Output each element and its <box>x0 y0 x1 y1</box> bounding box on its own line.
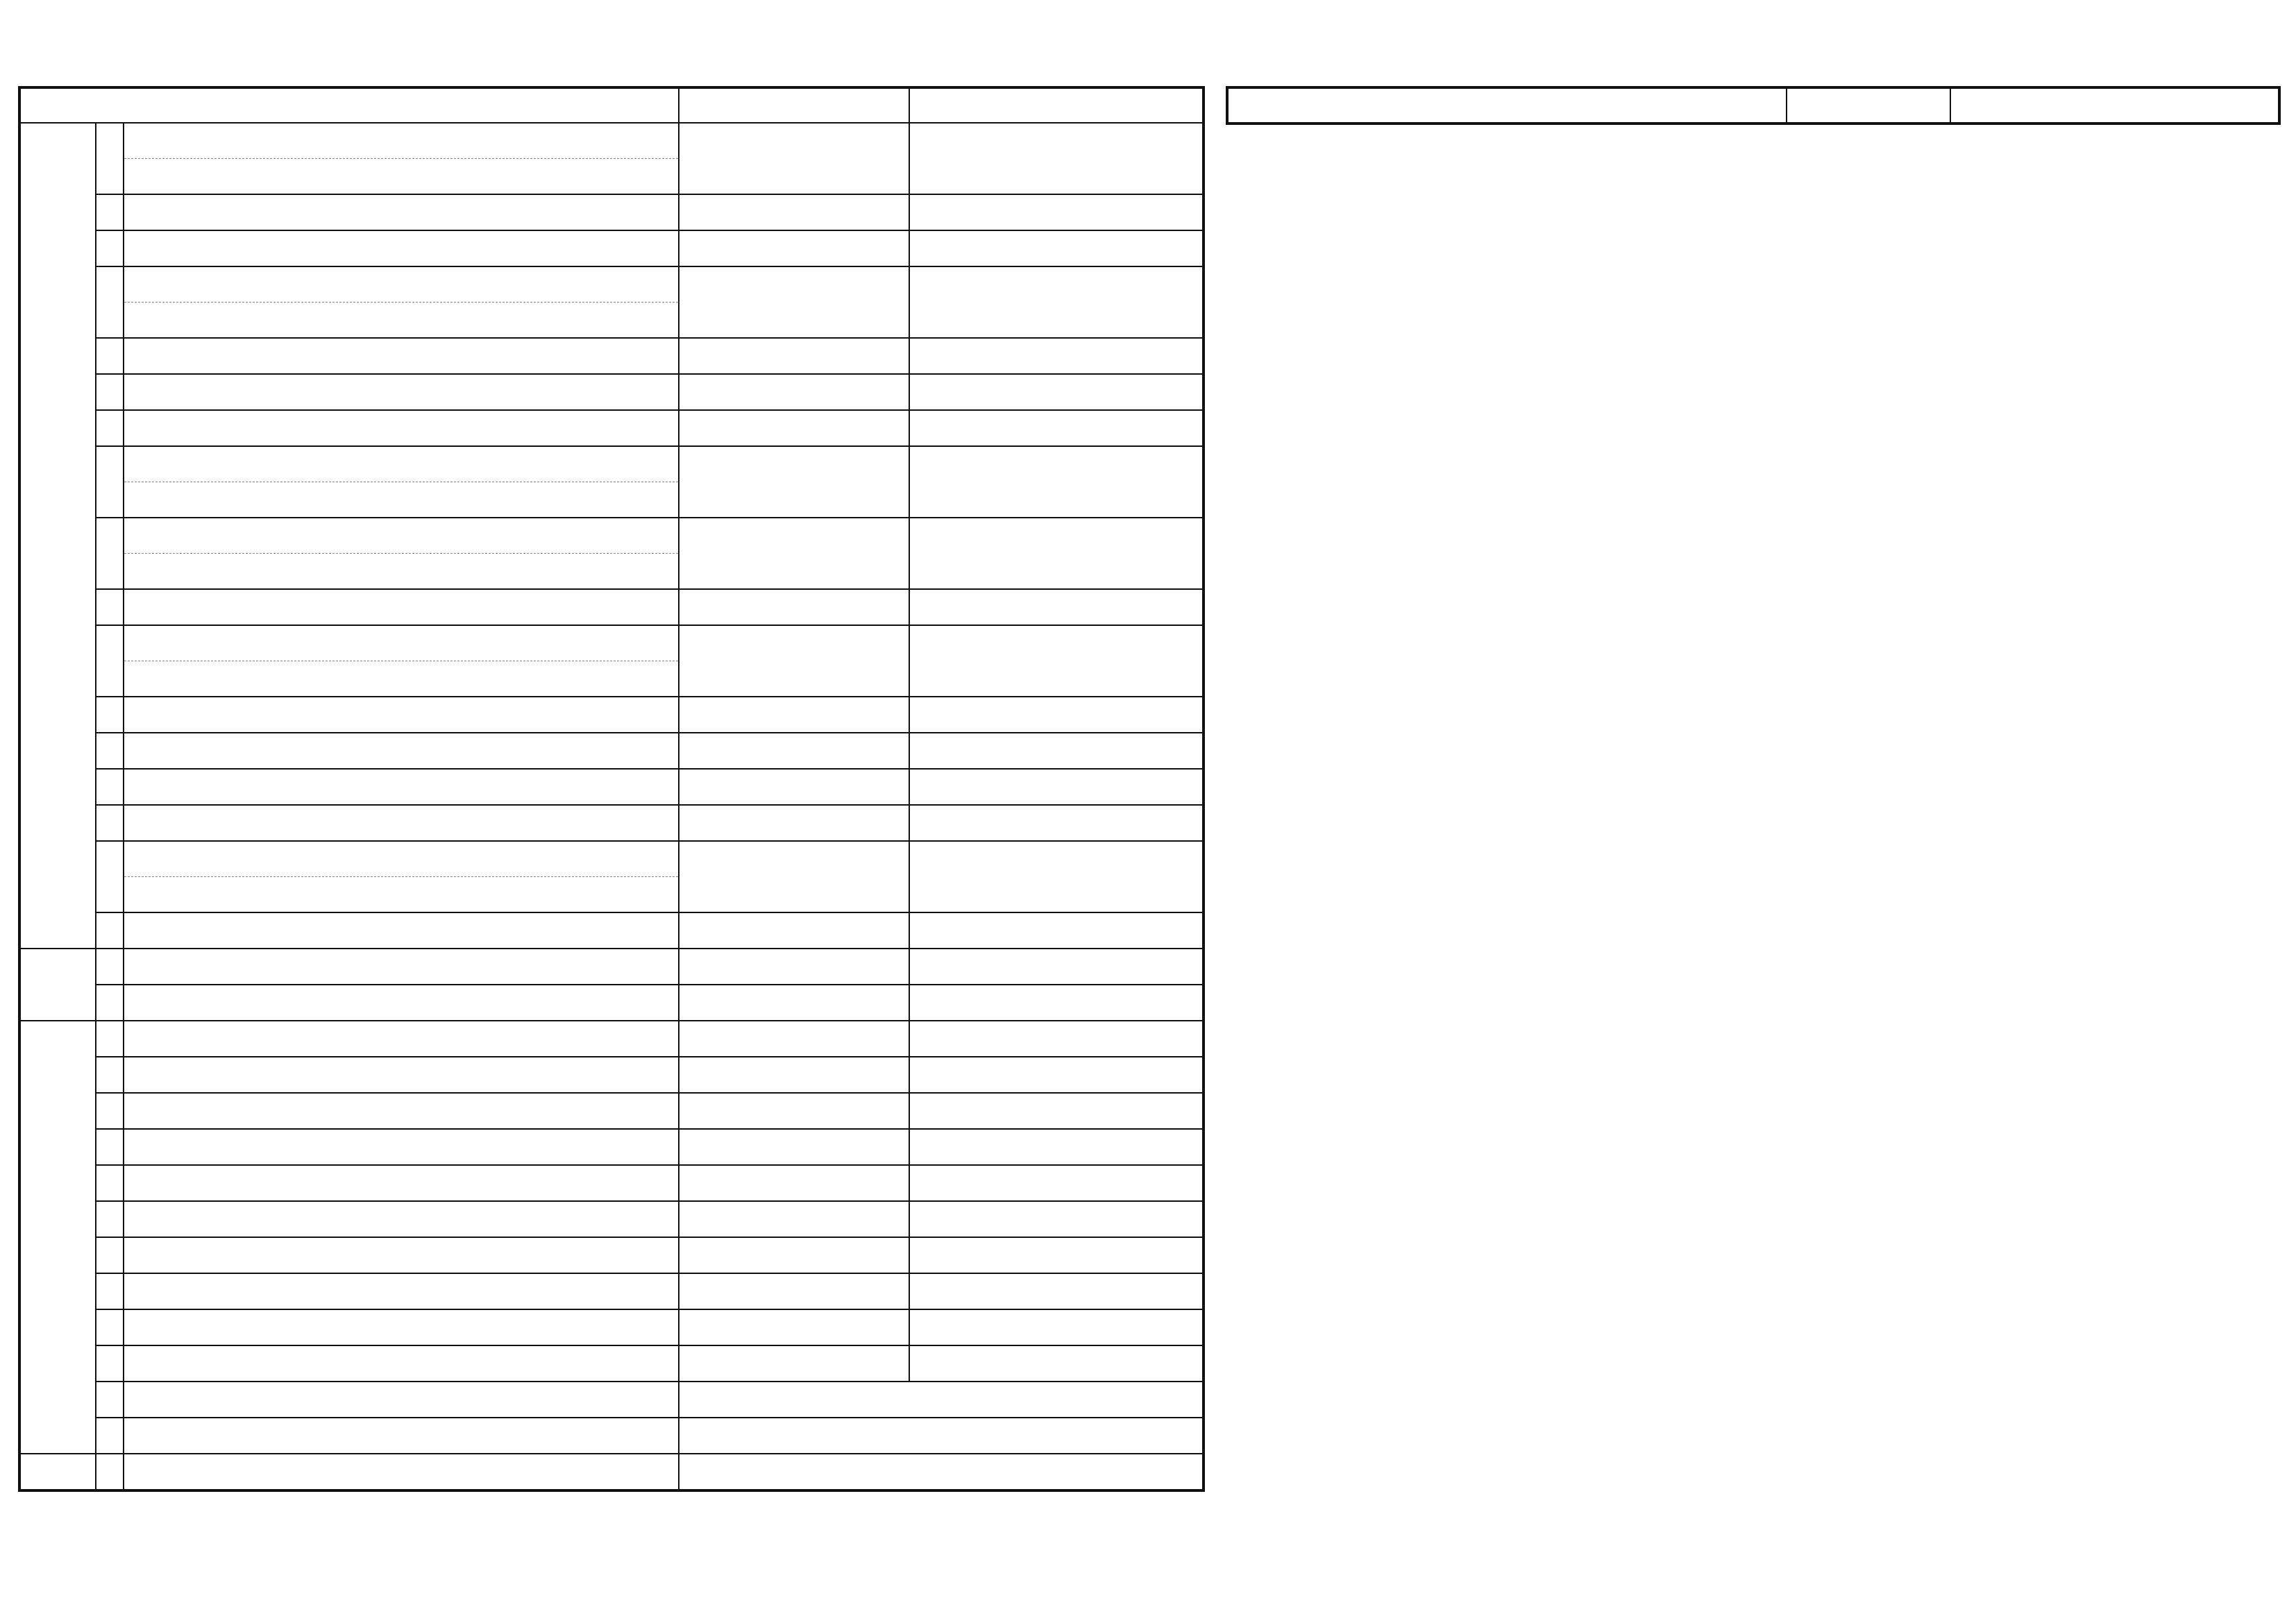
venue <box>679 625 909 697</box>
event-name-line <box>124 124 678 158</box>
group-label <box>19 1021 96 1454</box>
event-name-line <box>124 1202 678 1237</box>
row-number <box>96 1201 124 1237</box>
event-date <box>909 266 1204 338</box>
group-label <box>19 1454 96 1490</box>
event-name-line <box>124 985 678 1020</box>
event-name-line <box>124 482 678 517</box>
event-date <box>909 912 1204 949</box>
event-name <box>124 230 679 266</box>
venue <box>679 697 909 733</box>
event-name-line <box>124 553 678 588</box>
header-venue <box>1787 87 1950 124</box>
table-header-row <box>19 87 1204 123</box>
event-name <box>124 266 679 338</box>
venue <box>679 589 909 625</box>
event-name <box>124 338 679 374</box>
table-row <box>19 1165 1204 1201</box>
venue <box>679 410 909 446</box>
row-number <box>96 769 124 805</box>
event-name-line <box>124 339 678 373</box>
event-date <box>909 949 1204 985</box>
event-date <box>909 625 1204 697</box>
row-number <box>96 446 124 518</box>
event-name <box>124 697 679 733</box>
row-number <box>96 1021 124 1057</box>
table-row <box>19 446 1204 518</box>
venue <box>679 518 909 589</box>
row-number <box>96 1454 124 1490</box>
event-date <box>909 123 1204 194</box>
event-name-line <box>124 447 678 482</box>
table-row <box>19 123 1204 194</box>
event-name-line <box>124 626 678 661</box>
event-date <box>909 1273 1204 1309</box>
venue <box>679 266 909 338</box>
event-name <box>124 1093 679 1129</box>
table-row <box>19 1129 1204 1165</box>
right-schedule-table <box>1226 86 2281 125</box>
venue <box>679 949 909 985</box>
event-name <box>124 1237 679 1273</box>
empty-row <box>19 1309 1204 1345</box>
event-name-line <box>124 1166 678 1200</box>
venue <box>679 769 909 805</box>
venue <box>679 1237 909 1273</box>
event-name <box>124 733 679 769</box>
event-name-line <box>124 1057 678 1092</box>
row-number <box>96 338 124 374</box>
event-date <box>909 985 1204 1021</box>
table-row <box>19 1057 1204 1093</box>
event-date <box>909 733 1204 769</box>
table-row <box>19 697 1204 733</box>
event-date <box>909 1201 1204 1237</box>
row-number <box>96 123 124 194</box>
header-name <box>1227 87 1787 124</box>
table-row <box>19 985 1204 1021</box>
venue-date <box>679 1382 1204 1418</box>
row-number <box>96 912 124 949</box>
table-row <box>19 841 1204 912</box>
row-number <box>96 985 124 1021</box>
event-date <box>909 230 1204 266</box>
header-venue <box>679 87 909 123</box>
event-date <box>909 410 1204 446</box>
event-date <box>909 841 1204 912</box>
table-header-row <box>1227 87 2279 124</box>
event-name-line <box>124 1130 678 1164</box>
table-row <box>19 625 1204 697</box>
table-row <box>19 518 1204 589</box>
event-name <box>124 589 679 625</box>
venue <box>679 123 909 194</box>
table-row <box>19 949 1204 985</box>
venue <box>679 1057 909 1093</box>
event-name <box>124 1382 679 1418</box>
row-number <box>96 589 124 625</box>
event-date <box>909 769 1204 805</box>
table-row <box>19 1021 1204 1057</box>
event-name <box>124 1165 679 1201</box>
event-name <box>124 518 679 589</box>
venue <box>679 1201 909 1237</box>
row-number <box>96 1165 124 1201</box>
row-number <box>96 1057 124 1093</box>
row-number <box>96 518 124 589</box>
event-date <box>909 1237 1204 1273</box>
header-date <box>1950 87 2279 124</box>
event-date <box>909 589 1204 625</box>
event-name-line <box>124 518 678 553</box>
left-schedule-table <box>18 86 1205 1492</box>
event-name <box>124 841 679 912</box>
event-name-line <box>124 1094 678 1128</box>
event-name <box>124 410 679 446</box>
event-name-line <box>124 770 678 804</box>
table-row <box>19 912 1204 949</box>
event-name <box>124 1201 679 1237</box>
row-number <box>96 374 124 410</box>
venue <box>679 805 909 841</box>
event-date <box>909 518 1204 589</box>
event-date <box>909 805 1204 841</box>
event-name-line <box>124 1274 678 1309</box>
event-name <box>124 1418 679 1454</box>
event-name <box>124 985 679 1021</box>
venue-date <box>679 1454 1204 1490</box>
venue <box>679 1129 909 1165</box>
header-date <box>909 87 1204 123</box>
table-row <box>19 1454 1204 1490</box>
table-row <box>19 410 1204 446</box>
row-number <box>96 805 124 841</box>
table-row <box>19 230 1204 266</box>
event-name <box>124 123 679 194</box>
event-name <box>124 1129 679 1165</box>
event-name-line <box>124 949 678 984</box>
event-name-line <box>124 411 678 445</box>
event-name <box>124 625 679 697</box>
table-row <box>19 1273 1204 1309</box>
table-row <box>19 338 1204 374</box>
row-number <box>96 733 124 769</box>
table-row <box>19 194 1204 230</box>
venue <box>679 446 909 518</box>
venue <box>679 338 909 374</box>
header-name <box>19 87 679 123</box>
event-name-line <box>124 913 678 948</box>
group-label <box>19 123 96 949</box>
row-number <box>96 1237 124 1273</box>
event-name-line <box>124 1418 678 1453</box>
event-name-line <box>124 733 678 768</box>
venue <box>679 1021 909 1057</box>
group-label <box>19 949 96 1021</box>
venue <box>679 985 909 1021</box>
table-row <box>19 589 1204 625</box>
table-row <box>19 1201 1204 1237</box>
row-number <box>96 266 124 338</box>
event-name-line <box>124 697 678 732</box>
event-name <box>124 1057 679 1093</box>
row-number <box>96 410 124 446</box>
row-number <box>96 697 124 733</box>
event-name <box>124 374 679 410</box>
row-number <box>96 625 124 697</box>
event-name <box>124 949 679 985</box>
event-date <box>909 697 1204 733</box>
row-number <box>96 1129 124 1165</box>
event-date <box>909 1165 1204 1201</box>
event-name <box>124 805 679 841</box>
event-name <box>124 912 679 949</box>
table-row <box>19 266 1204 338</box>
event-date <box>909 1021 1204 1057</box>
event-name-line <box>124 267 678 302</box>
empty-row <box>19 1345 1204 1382</box>
event-name-line <box>124 375 678 409</box>
row-number <box>96 1418 124 1454</box>
event-name-line <box>124 302 678 337</box>
event-name-line <box>124 806 678 840</box>
event-name-line <box>124 842 678 876</box>
event-name-line <box>124 231 678 266</box>
table-row <box>19 733 1204 769</box>
venue <box>679 733 909 769</box>
row-number <box>96 194 124 230</box>
row-number <box>96 1273 124 1309</box>
table-row <box>19 1418 1204 1454</box>
event-date <box>909 1129 1204 1165</box>
row-number <box>96 1093 124 1129</box>
venue <box>679 194 909 230</box>
event-name-line <box>124 1382 678 1417</box>
event-name-line <box>124 590 678 624</box>
venue <box>679 841 909 912</box>
table-row <box>19 805 1204 841</box>
event-date <box>909 1093 1204 1129</box>
row-number <box>96 230 124 266</box>
venue <box>679 1093 909 1129</box>
event-name-line <box>124 876 678 912</box>
table-row <box>19 374 1204 410</box>
venue <box>679 230 909 266</box>
event-date <box>909 338 1204 374</box>
event-date <box>909 1057 1204 1093</box>
event-date <box>909 194 1204 230</box>
table-row <box>19 1237 1204 1273</box>
event-name-line <box>124 661 678 696</box>
event-name-line <box>124 1238 678 1273</box>
page-title <box>0 26 2296 75</box>
event-name-line <box>124 1021 678 1056</box>
event-date <box>909 446 1204 518</box>
event-name <box>124 769 679 805</box>
venue <box>679 912 909 949</box>
event-name <box>124 1454 679 1490</box>
table-row <box>19 1382 1204 1418</box>
row-number <box>96 949 124 985</box>
venue <box>679 1165 909 1201</box>
venue-date <box>679 1418 1204 1454</box>
row-number <box>96 1382 124 1418</box>
venue <box>679 1273 909 1309</box>
venue <box>679 374 909 410</box>
event-name <box>124 194 679 230</box>
event-name-line <box>124 1454 678 1489</box>
event-date <box>909 374 1204 410</box>
table-row <box>19 769 1204 805</box>
event-name-line <box>124 195 678 230</box>
event-name <box>124 1021 679 1057</box>
event-name-line <box>124 158 678 194</box>
row-number <box>96 841 124 912</box>
event-name <box>124 446 679 518</box>
event-name <box>124 1273 679 1309</box>
table-row <box>19 1093 1204 1129</box>
